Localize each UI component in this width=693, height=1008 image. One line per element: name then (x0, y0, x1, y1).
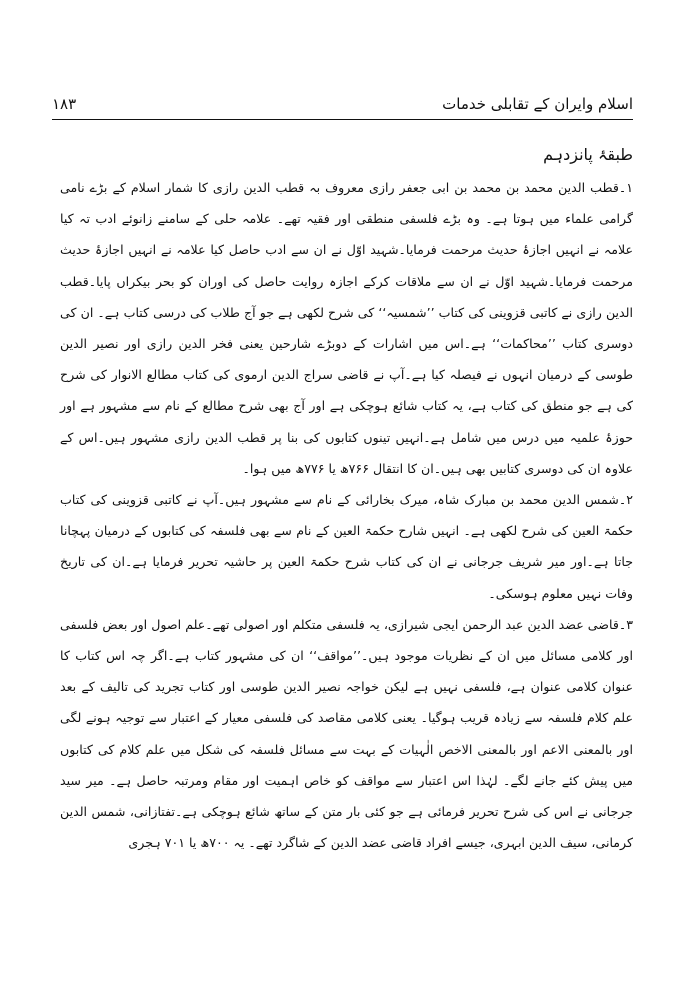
header-divider (52, 119, 633, 120)
paragraph-shams-al-din-mubarak-shah: ۲۔شمس الدین محمد بن مبارک شاہ، میرک بخارائی کے نام سے مشہور ہیں۔آپ نے کاتبی قزوینی کی کتاب حکمۃ العین کی شرح لکھی ہے۔ انہیں شارح حکمۃ العین کے نام سے بھی فلسفہ کی کتابوں کے درمیان پہچانا جاتا ہے۔اور میر شریف جرجانی نے ان کی کتاب شرح حکمۃ العین پر حاشیہ تحریر فرمایا ہے۔ان کی تاریخ وفات نہیں معلوم ہوسکی۔ (60, 492, 633, 601)
paragraph-qazi-azud-al-din-iji: ۳۔قاضی عضد الدین عبد الرحمن ایجی شیرازی، یہ فلسفی متکلم اور اصولی تھے۔علم اصول اور بعض فلسفی اور کلامی مسائل میں ان کے نظریات موجود ہیں۔’’مواقف‘‘ ان کی مشہور کتاب ہے۔اگر چہ اس کتاب کا عنوان کلامی عنوان ہے، فلسفی نہیں ہے لیکن خواجہ نصیر الدین طوسی اور کتاب تجرید کی تالیف کے بعد علم کلام فلسفہ سے زیادہ قریب ہوگیا۔ یعنی کلامی مقاصد کی فلسفی معیار کے اعتبار سے توجیہ ہونے لگی اور بالمعنی الاعم اور بالمعنی الاخص الٰہیات کے بہت سے مسائل فلسفہ کی شکل میں علم کلام کی کتابوں میں پیش کئے جانے لگے۔ لہٰذا اس اعتبار سے مواقف کو خاص اہمیت اور مقام ومرتبہ حاصل ہے۔ میر سید جرجانی نے اس کی شرح تحریر فرمائی ہے جو کئی بار متن کے ساتھ شائع ہوچکی ہے۔تفتازانی، شمس الدین کرمانی، سیف الدین ابہری، جیسے افراد قاضی عضد الدین کے شاگرد تھے۔ یہ ۷۰۰ھ یا ۷۰۱ ہجری (60, 616, 633, 851)
paragraph-qutb-al-din-razi: ۱۔قطب الدین محمد بن محمد بن ابی جعفر رازی معروف بہ قطب الدین رازی کا شمار اسلام کے بڑے نامی گرامی علماء میں ہوتا ہے۔ وہ بڑے فلسفی منطقی اور فقیہ تھے۔ علامہ حلی کے سامنے زانوئے ادب تہ کیا علامہ نے انہیں اجازۂ حدیث مرحمت فرمایا۔شہید اوّل نے ان سے ادب حاصل کیا علامہ نے انہیں اجازۂ حدیث مرحمت فرمایا۔شہید اوّل نے ان سے ملاقات کرکے اجازہ روایت حاصل کی اوران کو بحر بیکراں پایا۔قطب الدین رازی نے کاتبی قزوینی کی کتاب ’’شمسیہ‘‘ کی شرح لکھی ہے جو آج طلاب کی درسی کتاب ہے۔ ان کی دوسری کتاب ’’محاکمات‘‘ ہے۔اس میں اشارات کے دوبڑے شارحین یعنی فخر الدین رازی اور نصیر الدین طوسی کے درمیان انہوں نے فیصلہ کیا ہے۔آپ نے قاضی سراج الدین ارموی کی کتاب مطالع الانوار کی شرح کی ہے جو منطق کی کتاب ہے، یہ کتاب شائع ہوچکی ہے اور آج بھی شرح مطالع کے نام سے مشہور ہے اور حوزۂ علمیہ میں درس میں شامل ہے۔انہیں تینوں کتابوں کی بنا پر قطب الدین رازی مشہور ہیں۔اس کے علاوہ ان کی دوسری کتابیں بھی ہیں۔ان کا انتقال ۷۶۶ھ یا ۷۷۶ھ میں ہوا۔ (60, 180, 633, 476)
page-body (60, 140, 633, 858)
running-header-title: اسلام وایران کے تقابلی خدمات (442, 95, 633, 113)
section-heading: طبقۂ پانزدہم (543, 145, 633, 164)
running-header (52, 92, 633, 118)
page-number: ۱۸۳ (52, 95, 77, 113)
